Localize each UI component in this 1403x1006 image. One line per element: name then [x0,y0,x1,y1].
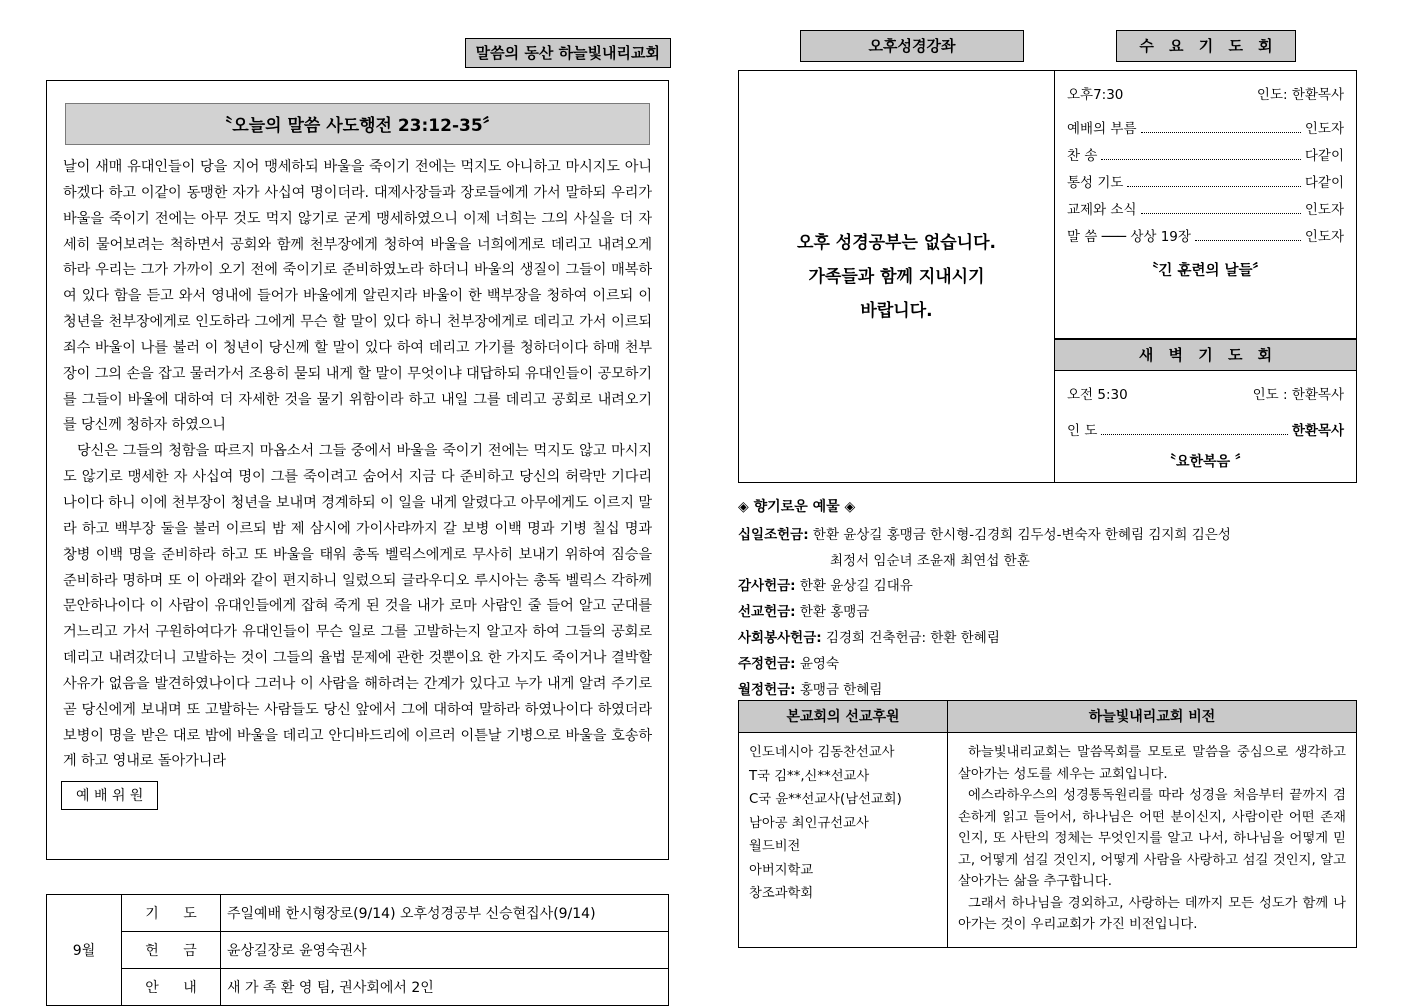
dot-leader [1101,150,1301,160]
wednesday-head [1067,83,1344,103]
offering-line [738,551,1357,573]
dawn-time: 오전 5:30 [1067,387,1128,403]
offering-names: 최정서 임순녀 조윤재 최연섭 한훈 [830,552,1030,569]
vision-paragraph: 에스라하우스의 성경통독원리를 따라 성경을 처음부터 끝까지 겸손하게 읽고 들어서, 하나님은 어떤 분이신지, 사람이란 어떤 존재인지, 또 사탄의 정체는 무엇인지를 알고 나서, 하나님을 어떻게 믿고, 어떻게 섬길 것인지, 어떻게 사람을 사랑하고 섬길 것인지, 알고 살아가는 삶을 추구합니다. [958,788,1346,890]
missions-vision-table [738,700,1357,948]
offering-names: 홍맹금 한혜림 [799,681,883,698]
wednesday-panel [1055,71,1356,339]
order-name: 인 도 [1067,423,1098,439]
wednesday-sermon-title: 〝긴 훈련의 날들〞 [1143,263,1268,279]
order-row [1067,419,1344,439]
missions-cell [739,733,948,948]
sermon-paragraph-1: 날이 새매 유대인들이 당을 지어 맹세하되 바울을 죽이기 전에는 먹지도 아니하고 마시지도 아니하겠다 하고 이같이 동맹한 자가 사십여 명이더라. 대제사장들과 장로들에게 가서 말하되 우리가 바울을 죽이기 전에는 아무 것도 먹지 않기로 굳게 맹세하였으니 이제 너희는 그의 사실을 더 자세히 물어보려는 척하면서 공회와 함께 천부장에게 청하여 바울을 너희에게로 데리고 내려오게 하라 우리는 그가 가까이 오기 전에 죽이기로 준비하였노라 하더니 바울의 생질이 그들이 매복하여 있다 함을 듣고 와서 영내에 들어가 바울에게 알린지라 바울이 한 백부장을 청하여 이르되 이 청년을 천부장에게로 인도하라 그에게 무슨 할 말이 있다 하니 천부장에게로 데리고 가서 이르되 죄수 바울이 나를 불러 이 청년이 당신께 할 말이 있다 하여 데리고 가기를 청하더이다 하매 천부장이 그의 손을 잡고 물러가서 조용히 묻되 내게 할 말이 무엇이냐 대답하되 유대인들이 공모하기를 그들이 바울에 대하여 더 자세한 것을 물기 위함이라 하고 내일 그를 데리고 공회로 내려오기를 당신께 청하자 하였으니 [63,159,652,434]
dot-leader [1141,204,1301,214]
notice-panel [739,71,1055,482]
offering-line [738,628,1357,650]
dawn-prayer-header: 새 벽 기 도 회 [1055,339,1356,371]
offering-line [738,576,1357,598]
offerings-header: ◈ 향기로운 예물 ◈ [738,499,856,515]
order-name: 말 씀 ─── 상상 19장 [1067,229,1191,245]
vision-paragraph: 그래서 하나님을 경외하고, 사랑하는 데까지 모든 성도가 함께 나아가는 것이 우리교회가 가진 비전입니다. [958,895,1346,933]
offering-names: 윤영숙 [799,655,839,672]
list-item: 인도네시아 김동찬선교사 [749,745,895,760]
offering-names: 한환 윤상길 김대유 [799,578,913,595]
order-row [1067,225,1344,245]
notice-line-2: 가족들과 함께 지내시기 [808,266,985,287]
dot-leader [1101,425,1287,435]
offering-label: 선교헌금: [738,604,796,621]
table-row [47,932,669,969]
missions-list [749,742,937,905]
duty-table [46,894,669,1006]
offering-line [738,525,1357,547]
order-row [1067,144,1344,164]
list-item: C국 윤**선교사(남선교회) [749,792,902,808]
dawn-sermon-title: 〝요한복음 〞 [1162,454,1249,470]
order-who: 인도자 [1304,202,1344,218]
order-name: 교제와 소식 [1067,202,1137,218]
offering-line [738,602,1357,624]
worship-committee-label: 예 배 위 원 [61,781,158,810]
order-name: 예배의 부름 [1067,121,1137,137]
offering-line [738,654,1357,676]
left-header-title: 말씀의 동산 하늘빛내리교회 [465,38,671,68]
service-orders [1055,71,1356,482]
offering-line [738,680,1357,702]
order-name: 통성 기도 [1067,175,1124,191]
duty-month: 9월 [47,895,122,1006]
list-item: 아버지학교 [749,862,814,878]
wednesday-prayer-tab: 수 요 기 도 회 [1116,30,1296,62]
list-item: T국 김**,신**선교사 [749,768,870,784]
duty-role: 안 내 [122,969,221,1006]
duty-role: 헌 금 [122,932,221,969]
duty-value: 윤상길장로 윤영숙권사 [221,932,669,969]
offering-label: 십일조헌금: [738,526,809,543]
notice-text [797,226,996,328]
dawn-prayer-panel [1055,371,1356,471]
afternoon-lecture-tab: 오후성경강좌 [800,30,1024,62]
list-item: 남아공 최인규선교사 [749,815,869,831]
sermon-paragraph-2: 당신은 그들의 청함을 따르지 마옵소서 그들 중에서 바울을 죽이기 전에는 먹지도 않고 마시지도 않기로 맹세한 자 사십여 명이 그를 죽이려고 숨어서 지금 다 준비하고 당신의 허락만 기다리나이다 하니 이에 천부장이 청년을 보내며 경계하되 이 일을 내게 알렸다고 아무에게도 이르지 말라 하고 백부장 둘을 불러 이르되 밤 제 삼시에 가이사랴까지 갈 보병 이백 명과 기병 칠십 명과 창병 이백 명을 준비하라 하고 또 바울을 태워 총독 벨릭스에게로 무사히 보내기 위하여 짐승을 준비하라 명하며 또 이 아래와 같이 편지하니 일렀으되 글라우디오 루시아는 총독 벨릭스 각하께 문안하나이다 이 사람이 유대인들에게 잡혀 죽게 된 것을 내가 로마 사람인 줄 들어 알고 군대를 거느리고 가서 구원하여다가 유대인들이 무슨 일로 그를 고발하는지 알고자 하여 그들의 공회로 데리고 내려갔더니 고발하는 것이 그들의 율법 문제에 관한 것뿐이요 한 가지도 죽이거나 결박할 사유가 없음을 발견하였나이다 그러나 이 사람을 해하려는 간계가 있다고 누가 내게 알려 주기로 곧 당신에게 보내며 또 고발하는 사람들도 당신 앞에서 그에 대하여 말하라 하였나이다 하였더라 보병이 명을 받은 대로 밤에 바울을 데리고 안디바드리에 이르러 이튿날 기병으로 바울을 호송하게 하고 영내로 돌아가니라 [63,443,652,770]
dot-leader [1141,123,1301,133]
dawn-head [1067,383,1344,403]
table-row [47,895,669,932]
sermon-title: 〝오늘의 말씀 사도행전 23:12-35〞 [65,103,650,145]
notice-line-3: 바랍니다. [860,300,933,321]
dot-leader [1127,177,1300,187]
offering-label: 월정헌금: [738,681,796,698]
missions-header: 본교회의 선교후원 [739,701,948,733]
notice-line-1: 오후 성경공부는 없습니다. [797,232,996,253]
duty-value: 주일예배 한시형장로(9/14) 오후성경공부 신승현집사(9/14) [221,895,669,932]
list-item: 창조과학회 [749,886,814,902]
order-row [1067,117,1344,137]
order-name: 찬 송 [1067,148,1098,164]
dawn-leader: 인도 : 한환목사 [1252,387,1344,403]
offerings-section [738,496,1357,706]
order-who: 다같이 [1304,175,1344,191]
list-item: 월드비전 [749,839,801,855]
offering-label: 감사헌금: [738,578,796,595]
offering-label: 주정헌금: [738,655,796,672]
sermon-panel [46,80,669,860]
duty-value: 새 가 족 환 영 팀, 권사회에서 2인 [221,969,669,1006]
dot-leader [1195,231,1301,241]
vision-header: 하늘빛내리교회 비전 [948,701,1357,733]
table-header-row [739,701,1357,733]
wednesday-leader: 인도: 한환목사 [1256,87,1344,103]
table-row [739,733,1357,948]
offering-label: 사회봉사헌금: [738,630,822,647]
order-who: 인도자 [1304,229,1344,245]
order-who: 다같이 [1304,148,1344,164]
offering-names: 한환 홍맹금 [799,604,870,621]
service-panel [738,70,1357,483]
vision-cell [948,733,1357,948]
table-row [47,969,669,1006]
wednesday-time: 오후7:30 [1067,87,1124,103]
order-row [1067,171,1344,191]
offering-names: 김경희 건축헌금: 한환 한혜림 [825,630,1000,647]
order-row [1067,198,1344,218]
vision-paragraph: 하늘빛내리교회는 말씀목회를 모토로 말씀을 중심으로 생각하고 살아가는 성도를 세우는 교회입니다. [958,745,1346,782]
order-who: 인도자 [1304,121,1344,137]
order-who: 한환목사 [1291,423,1344,439]
duty-role: 기 도 [122,895,221,932]
sermon-body [61,155,654,775]
offering-names: 한환 윤상길 홍맹금 한시형-김경희 김두성-변숙자 한혜림 김지희 김은성 [812,526,1231,543]
